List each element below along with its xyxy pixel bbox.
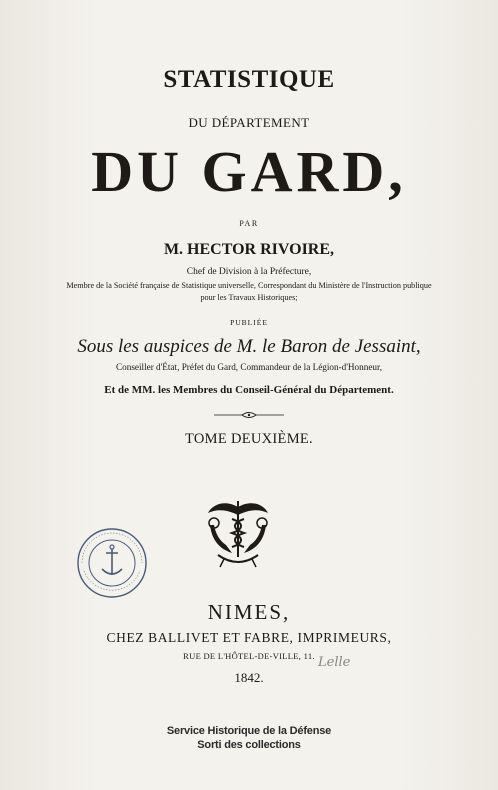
title-line-gard: DU GARD, xyxy=(91,139,407,204)
title-line-statistique: STATISTIQUE xyxy=(163,66,335,93)
published-label: PUBLIÉE xyxy=(230,318,268,327)
council-line: Et de MM. les Membres du Conseil-Général du Département. xyxy=(104,384,394,396)
pencil-annotation: Lelle xyxy=(318,655,351,670)
city-name: NIMES, xyxy=(207,600,291,624)
by-label: PAR xyxy=(239,219,259,228)
archive-notice-line-2: Sorti des collections xyxy=(197,739,301,751)
author-role-3: pour les Travaux Historiques; xyxy=(200,293,298,302)
printer-line: CHEZ BALLIVET ET FABRE, IMPRIMEURS, xyxy=(106,630,392,645)
caduceus-emblem-icon xyxy=(202,497,274,571)
prefect-titles: Conseiller d'État, Préfet du Gard, Commandeur de la Légion-d'Honneur, xyxy=(116,362,382,372)
title-line-departement: DU DÉPARTEMENT xyxy=(188,115,310,130)
author-role-1: Chef de Division à la Préfecture, xyxy=(186,267,312,277)
author-name: M. HECTOR RIVOIRE, xyxy=(163,241,335,258)
printer-address: RUE DE L'HÔTEL-DE-VILLE, 11. xyxy=(183,651,315,661)
volume-label: TOME DEUXIÈME. xyxy=(185,431,313,447)
ornament-divider-icon xyxy=(212,410,286,420)
publication-year: 1842. xyxy=(234,670,264,685)
auspices-line: Sous les auspices de M. le Baron de Jessaint, xyxy=(77,336,421,357)
library-stamp-icon xyxy=(76,527,148,599)
author-role-2: Membre de la Société française de Statistique universelle, Correspondant du Ministère de l'Instruction publique xyxy=(66,281,432,290)
archive-notice-line-1: Service Historique de la Défense xyxy=(166,725,332,737)
